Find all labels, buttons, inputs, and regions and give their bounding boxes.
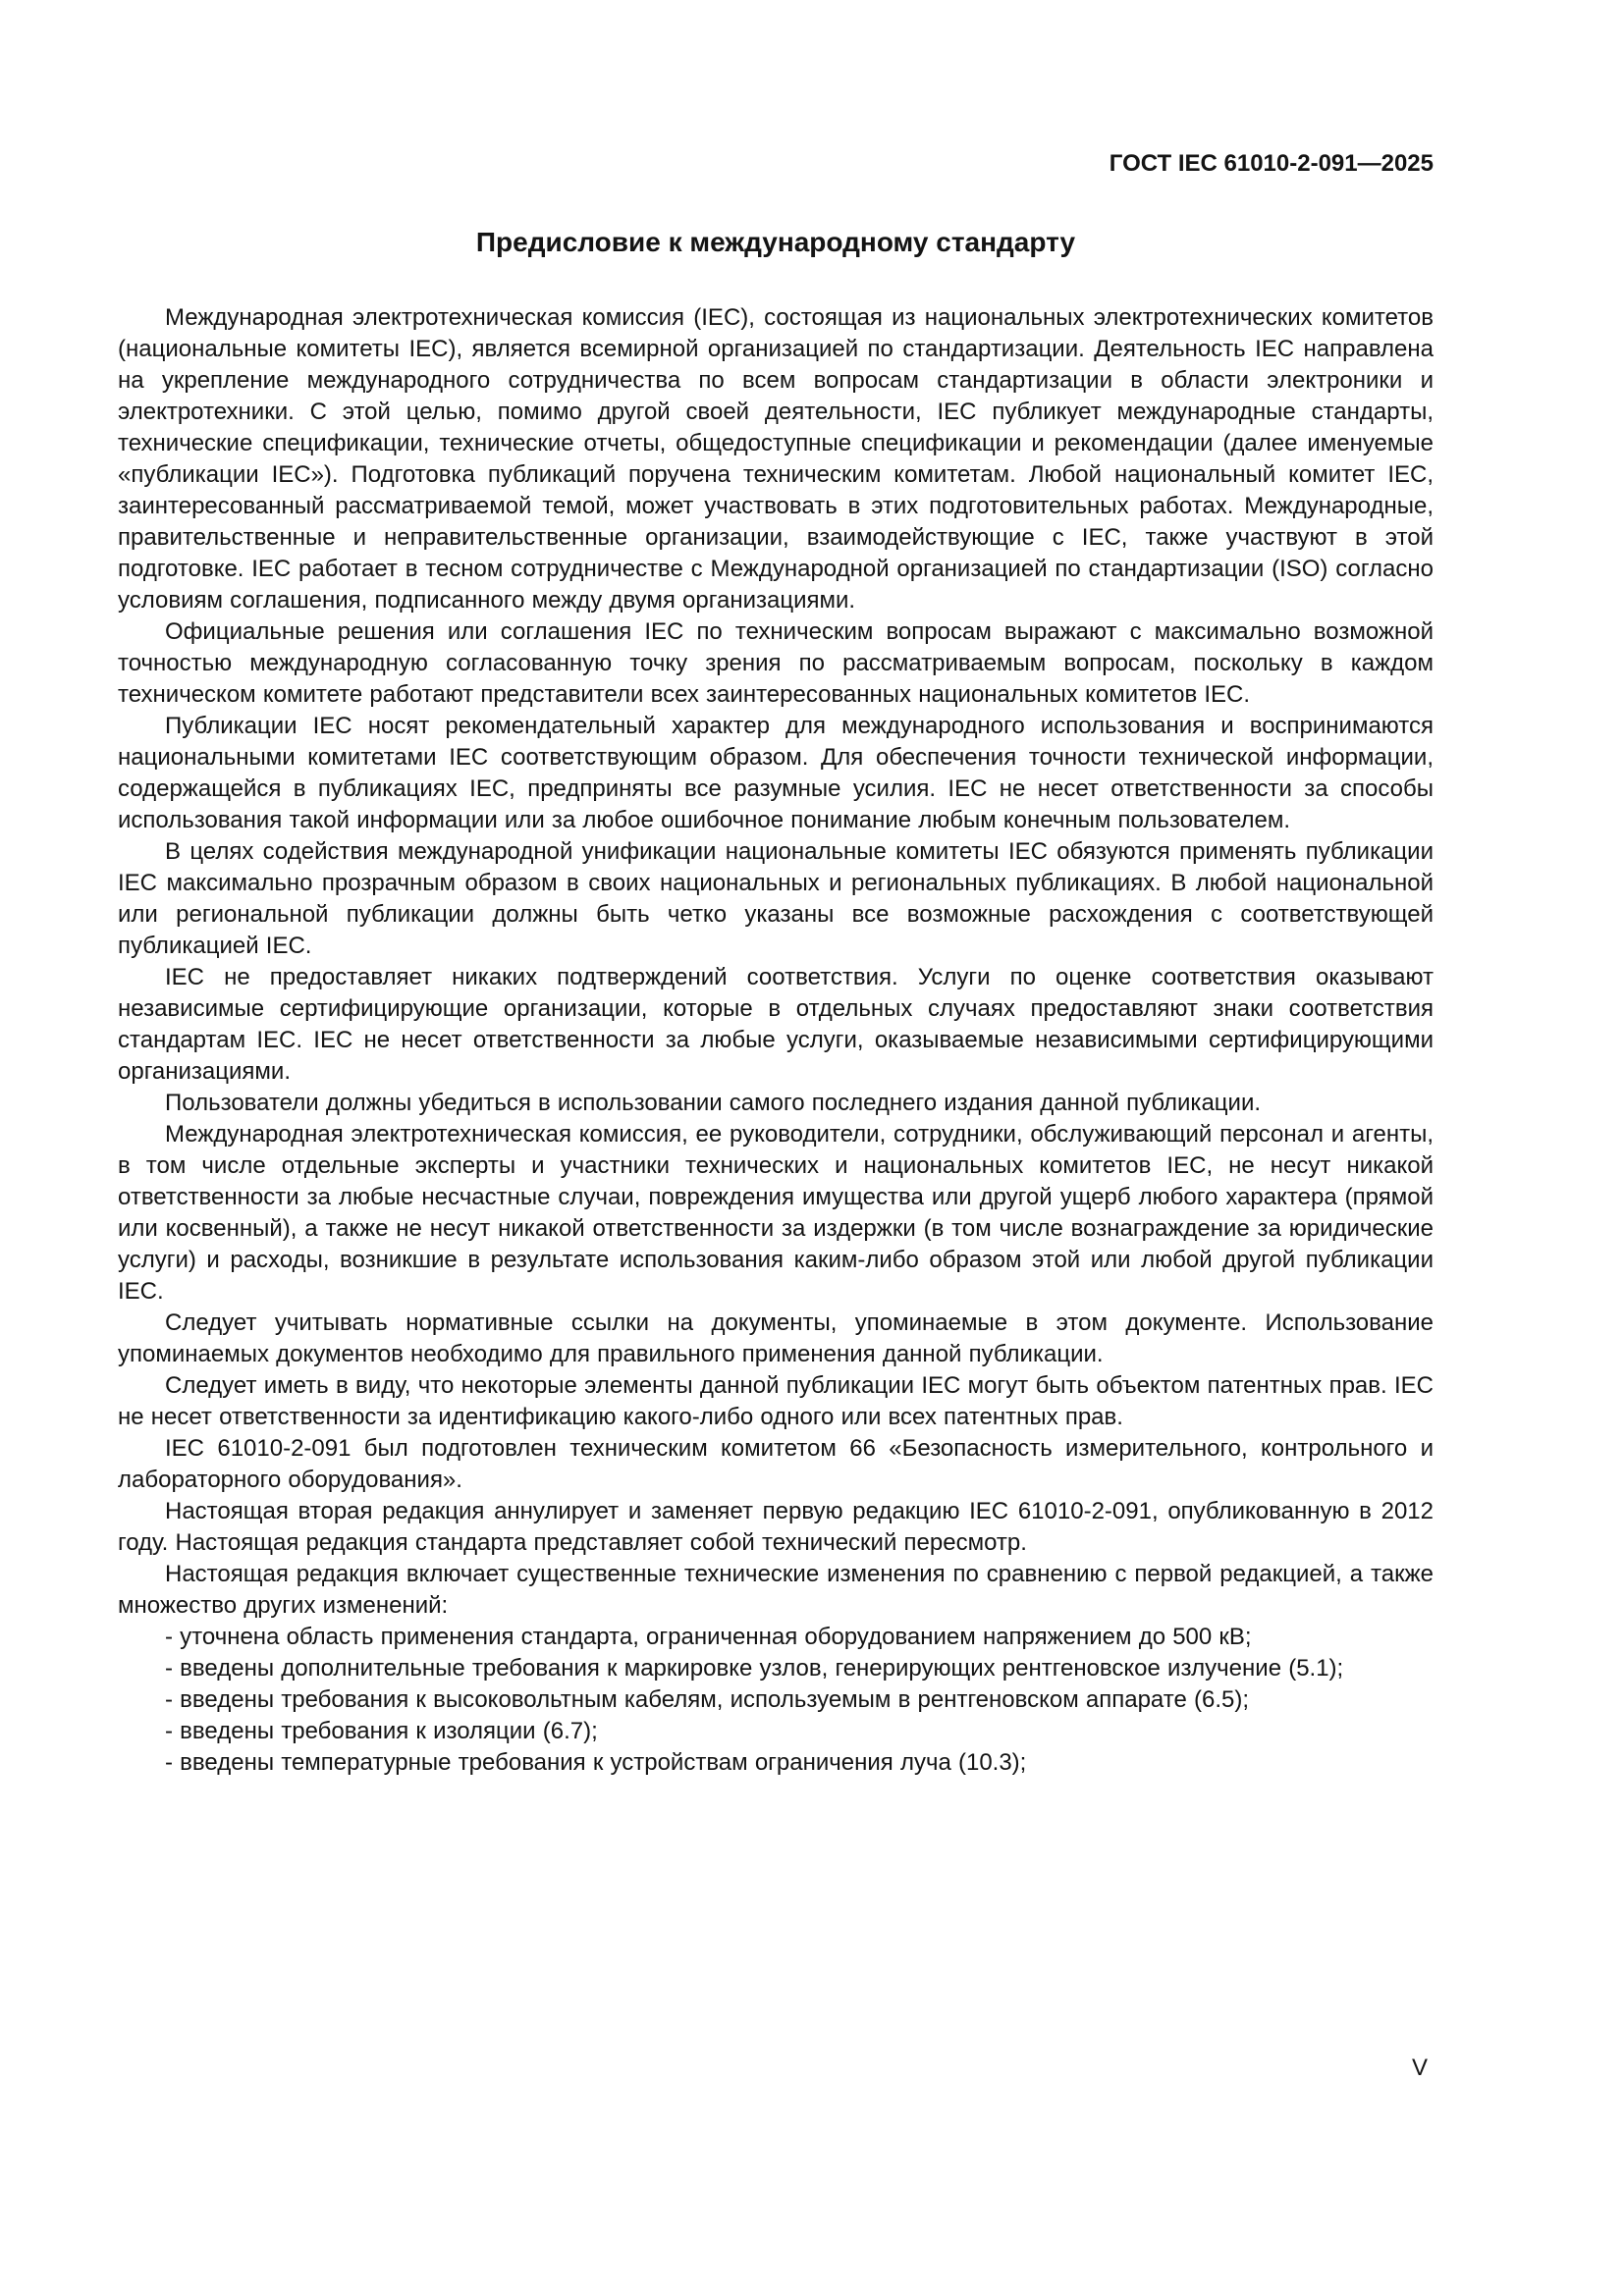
list-item: - введены дополнительные требования к маркировке узлов, генерирующих рентгеновское излучение (5.1); <box>165 1655 1344 1682</box>
paragraph: Настоящая редакция включает существенные технические изменения по сравнению с первой редакцией, а также множество других изменений: <box>118 1561 1434 1619</box>
list-item: - введены требования к изоляции (6.7); <box>165 1718 598 1744</box>
page-number: V <box>1411 2055 1428 2081</box>
paragraph: Следует учитывать нормативные ссылки на документы, упоминаемые в этом документе. Использование упоминаемых документов необходимо для правильного применения данной публикации. <box>118 1309 1434 1367</box>
document-code-header: ГОСТ IEC 61010-2-091—2025 <box>1109 150 1434 177</box>
paragraph: IEC не предоставляет никаких подтверждений соответствия. Услуги по оценке соответствия оказывают независимые сертифицирующие организации, которые в отдельных случаях предоставляют знаки соответствия стандартам IEC. IEC не несет ответственности за любые услуги, оказываемые независимыми сертифицирующими организациями. <box>118 964 1434 1085</box>
paragraph: Официальные решения или соглашения IEC по техническим вопросам выражают с максимально возможной точностью международную согласованную точку зрения по рассматриваемым вопросам, поскольку в каждом техническом комитете работают представители всех заинтересованных национальных комитетов IEC. <box>118 618 1434 708</box>
list-item: - введены температурные требования к устройствам ограничения луча (10.3); <box>165 1749 1027 1776</box>
paragraph: Пользователи должны убедиться в использовании самого последнего издания данной публикации. <box>165 1090 1262 1116</box>
paragraph: Международная электротехническая комиссия, ее руководители, сотрудники, обслуживающий персонал и агенты, в том числе отдельные эксперты и участники технических и национальных комитетов IEC, не несут никакой ответственности за любые несчастные случаи, повреждения имущества или другой ущерб любого характера (прямой или косвенный), а также не несут никакой ответственности за издержки (в том числе вознаграждение за юридические услуги) и расходы, возникшие в результате использования каким-либо образом этой или любой другой публикации IEC. <box>118 1121 1434 1305</box>
paragraph: Следует иметь в виду, что некоторые элементы данной публикации IEC могут быть объектом патентных прав. IEC не несет ответственности за идентификацию какого-либо одного или всех патентных прав. <box>118 1372 1434 1430</box>
list-item: - введены требования к высоковольтным кабелям, используемым в рентгеновском аппарате (6.5); <box>165 1686 1250 1713</box>
page-title: Предисловие к международному стандарту <box>475 227 1076 257</box>
list-item: - уточнена область применения стандарта, ограниченная оборудованием напряжением до 500 кВ; <box>165 1624 1252 1650</box>
paragraph: В целях содействия международной унификации национальные комитеты IEC обязуются применять публикации IEC максимально прозрачным образом в своих национальных и региональных публикациях. В любой национальной или региональной публикации должны быть четко указаны все возможные расхождения с соответствующей публикацией IEC. <box>118 838 1434 959</box>
page-content <box>118 149 1434 1779</box>
paragraph: Международная электротехническая комиссия (IEC), состоящая из национальных электротехнических комитетов (национальные комитеты IEC), является всемирной организацией по стандартизации. Деятельность IEC направлена на укрепление международного сотрудничества по всем вопросам стандартизации в области электроники и электротехники. С этой целью, помимо другой своей деятельности, IEC публикует международные стандарты, технические спецификации, технические отчеты, общедоступные спецификации и рекомендации (далее именуемые «публикации IEC»). Подготовка публикаций поручена техническим комитетам. Любой национальный комитет IEC, заинтересованный рассматриваемой темой, может участвовать в этих подготовительных работах. Международные, правительственные и неправительственные организации, взаимодействующие с IEC, также участвуют в этой подготовке. IEC работает в тесном сотрудничестве с Международной организацией по стандартизации (ISO) согласно условиям соглашения, подписанного между двумя организациями. <box>118 304 1434 614</box>
paragraph: IEC 61010-2-091 был подготовлен техническим комитетом 66 «Безопасность измерительного, контрольного и лабораторного оборудования». <box>118 1435 1434 1493</box>
paragraph: Публикации IEC носят рекомендательный характер для международного использования и воспринимаются национальными комитетами IEC соответствующим образом. Для обеспечения точности технической информации, содержащейся в публикациях IEC, предприняты все разумные усилия. IEC не несет ответственности за способы использования такой информации или за любое ошибочное понимание любым конечным пользователем. <box>118 713 1434 833</box>
paragraph: Настоящая вторая редакция аннулирует и заменяет первую редакцию IEC 61010-2-091, опубликованную в 2012 году. Настоящая редакция стандарта представляет собой технический пересмотр. <box>118 1498 1434 1556</box>
